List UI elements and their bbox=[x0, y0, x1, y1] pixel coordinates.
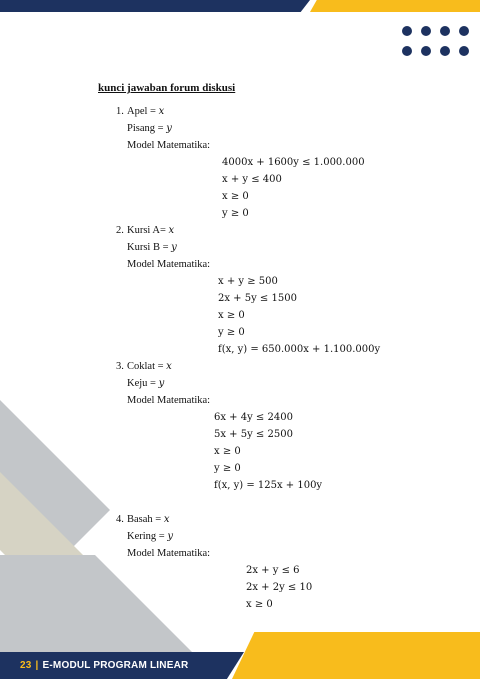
top-yellow-band bbox=[310, 0, 480, 12]
page-number: 23 bbox=[20, 660, 32, 671]
y-symbol: y bbox=[167, 531, 173, 542]
dot bbox=[421, 26, 431, 36]
variable-y-label: Kering = bbox=[127, 531, 168, 542]
y-symbol: y bbox=[158, 378, 165, 389]
x-symbol: x bbox=[158, 106, 165, 117]
variable-x-line bbox=[127, 514, 169, 525]
equation: 2x + 2y ≤ 10 bbox=[246, 582, 313, 593]
x-symbol: x bbox=[168, 225, 175, 236]
y-symbol: y bbox=[171, 242, 177, 253]
variable-y-label: Keju = bbox=[127, 378, 159, 389]
variable-y-line bbox=[127, 378, 164, 389]
dot bbox=[440, 26, 450, 36]
model-label: Model Matematika: bbox=[127, 259, 211, 270]
variable-x-label: Apel = bbox=[127, 106, 159, 117]
variable-y-label: Kursi B = bbox=[127, 242, 172, 253]
problem-number: 1. bbox=[116, 106, 124, 117]
equation: 2x + 5y ≤ 1500 bbox=[218, 293, 297, 304]
problem-number: 3. bbox=[116, 361, 124, 372]
dot bbox=[402, 46, 412, 56]
x-symbol: x bbox=[163, 514, 170, 525]
footer bbox=[20, 660, 188, 671]
variable-y-line bbox=[127, 123, 172, 134]
model-label: Model Matematika: bbox=[127, 395, 211, 406]
bottom-yellow-band bbox=[232, 632, 480, 679]
footer-title: E-MODUL PROGRAM LINEAR bbox=[42, 660, 189, 671]
dot bbox=[459, 26, 469, 36]
page-heading: kunci jawaban forum diskusi bbox=[98, 82, 236, 94]
variable-x-line bbox=[127, 106, 164, 117]
dot bbox=[440, 46, 450, 56]
variable-x-line bbox=[127, 225, 174, 236]
variable-x-label: Kursi A= bbox=[127, 225, 169, 236]
variable-y-line bbox=[127, 242, 177, 253]
dots-decoration bbox=[402, 26, 470, 60]
equation: x ≥ 0 bbox=[246, 599, 273, 610]
equation: y ≥ 0 bbox=[218, 327, 245, 338]
equation: y ≥ 0 bbox=[222, 208, 249, 219]
dot bbox=[421, 46, 431, 56]
dot bbox=[459, 46, 469, 56]
equation: x ≥ 0 bbox=[222, 191, 249, 202]
equation: f(x, y) = 650.000x + 1.100.000y bbox=[218, 344, 381, 355]
model-label: Model Matematika: bbox=[127, 140, 211, 151]
footer-separator: | bbox=[35, 660, 39, 671]
equation: f(x, y) = 125x + 100y bbox=[214, 480, 323, 491]
problem-number: 2. bbox=[116, 225, 124, 236]
model-label: Model Matematika: bbox=[127, 548, 211, 559]
variable-y-line bbox=[127, 531, 173, 542]
equation: x ≥ 0 bbox=[214, 446, 241, 457]
top-navy-band bbox=[0, 0, 310, 12]
dot bbox=[402, 26, 412, 36]
variable-y-label: Pisang = bbox=[127, 123, 167, 134]
equation: 4000x + 1600y ≤ 1.000.000 bbox=[222, 157, 365, 168]
gray-triangle-shape bbox=[0, 555, 200, 660]
x-symbol: x bbox=[166, 361, 172, 372]
variable-x-label: Coklat = bbox=[127, 361, 167, 372]
equation: y ≥ 0 bbox=[214, 463, 241, 474]
equation: 5x + 5y ≤ 2500 bbox=[214, 429, 293, 440]
variable-x-label: Basah = bbox=[127, 514, 164, 525]
equation: x + y ≥ 500 bbox=[218, 276, 278, 287]
equation: x + y ≤ 400 bbox=[222, 174, 282, 185]
variable-x-line bbox=[127, 361, 172, 372]
problem-number: 4. bbox=[116, 514, 124, 525]
y-symbol: y bbox=[166, 123, 172, 134]
equation: x ≥ 0 bbox=[218, 310, 245, 321]
equation: 2x + y ≤ 6 bbox=[246, 565, 300, 576]
equation: 6x + 4y ≤ 2400 bbox=[214, 412, 293, 423]
